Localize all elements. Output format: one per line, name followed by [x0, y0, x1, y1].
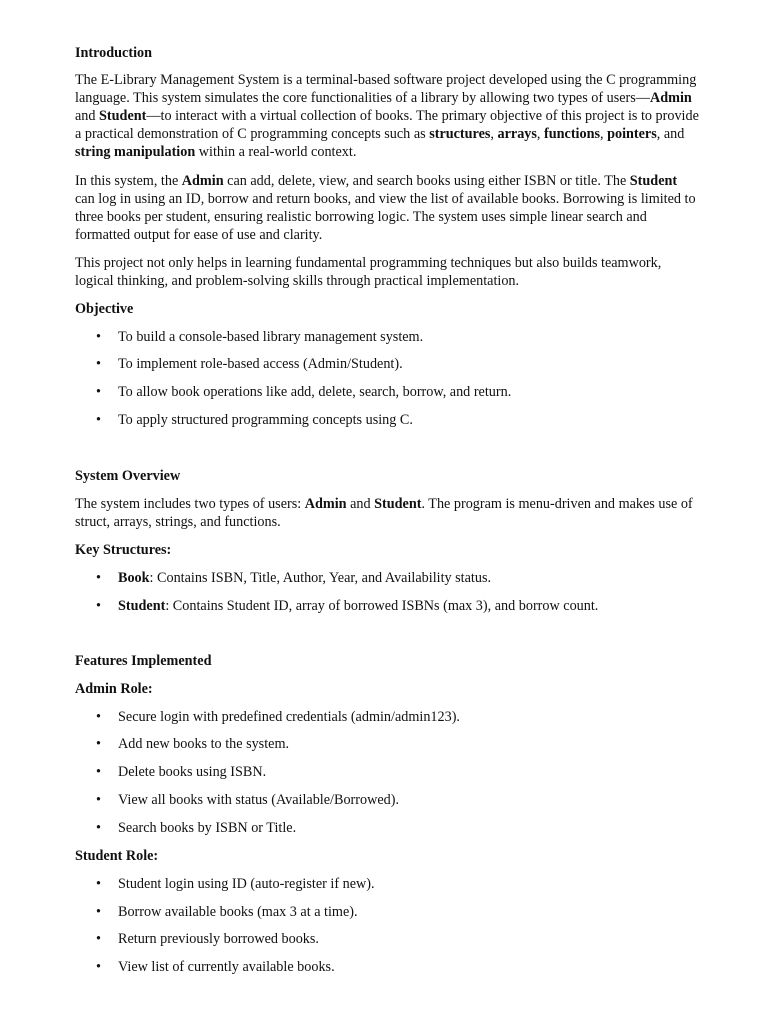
- bullet-icon: •: [96, 412, 101, 428]
- features-heading: Features Implemented: [75, 653, 212, 669]
- key-structures-heading: Key Structures:: [75, 542, 172, 558]
- document-page: Introduction The E-Library Management System is a terminal-based software project developed using the C programming language. This system simulates the core functionalities of a library by allowing two types of users—Admin and Student—to interact with a virtual collection of books. The primary objective of this project is to provide a practical demonstration of C programming concepts such as structures, arrays, functions, pointers, and string manipulation within a real-world context. In this system, the Admin can add, delete, view, and search books using either ISBN or title. The Student can log in using an ID, borrow and return books, and view the list of available books. Borrowing is limited to three books per student, ensuring realistic borrowing logic. The system uses simple linear search and formatted output for ease of use and clarity. This project not only helps in learning fundamental programming techniques but also builds teamwork, logical thinking, and problem-solving skills through practical implementation. Objective • To build a console-based library management system. • To implement role-based access (Admin/Student). • To allow book operations like add, delete, search, borrow, and return. • To apply structured programming concepts using C. System Overview The system includes two types of users: Admin and Student. The program is menu-driven and makes use of struct, arrays, strings, and functions. Key Structures: • Book: Contains ISBN, Title, Author, Year, and Availability status. • Student: Contains Student ID, array of borrowed ISBNs (max 3), and borrow count. Features Implemented Admin Role: • Secure login with predefined credentials (admin/admin123). • Add new books to the system. • Delete books using ISBN. • View all books with status (Available/Borrowed). • Search books by ISBN or Title. Student Role: • Student login using ID (auto-register if new). • Borrow available books (max 3 at a time). • Return previously borrowed books. • View list of currently available books.: [75, 45, 699, 975]
- intro-paragraph-2: In this system, the Admin can add, delete, view, and search books using either ISBN or title. The Student can log in using an ID, borrow and return books, and view the list of available books. Borrowing is limited to three books per student, ensuring realistic borrowing logic. The system uses simple linear search and formatted output for ease of use and clarity.: [75, 173, 696, 243]
- bullet-icon: •: [96, 384, 101, 400]
- bullet-icon: •: [96, 959, 101, 975]
- bullet-icon: •: [96, 876, 101, 892]
- bullet-icon: •: [96, 736, 101, 752]
- intro-paragraph-1: The E-Library Management System is a terminal-based software project developed using the C programming language. This system simulates the core functionalities of a library by allowing two types of users—Admin and Student—to interact with a virtual collection of books. The primary objective of this project is to provide a practical demonstration of C programming concepts such as structures, arrays, functions, pointers, and string manipulation within a real-world context.: [75, 72, 699, 160]
- bullet-icon: •: [96, 931, 101, 947]
- bullet-icon: •: [96, 329, 101, 345]
- overview-heading: System Overview: [75, 468, 181, 484]
- bullet-icon: •: [96, 904, 101, 920]
- intro-paragraph-3: This project not only helps in learning fundamental programming techniques but also builds teamwork, logical thinking, and problem-solving skills through practical implementation.: [75, 255, 662, 289]
- overview-paragraph: The system includes two types of users: Admin and Student. The program is menu-driven and makes use of struct, arrays, strings, and functions.: [75, 496, 693, 530]
- intro-heading: Introduction: [75, 45, 152, 61]
- bullet-icon: •: [96, 356, 101, 372]
- bullet-icon: •: [96, 764, 101, 780]
- student-role-heading: Student Role:: [75, 848, 159, 864]
- bullet-icon: •: [96, 820, 101, 836]
- bullet-icon: •: [96, 570, 101, 586]
- bullet-icon: •: [96, 709, 101, 725]
- objective-heading: Objective: [75, 301, 134, 317]
- bullet-icon: •: [96, 598, 101, 614]
- admin-role-heading: Admin Role:: [75, 681, 153, 697]
- bullet-icon: •: [96, 792, 101, 808]
